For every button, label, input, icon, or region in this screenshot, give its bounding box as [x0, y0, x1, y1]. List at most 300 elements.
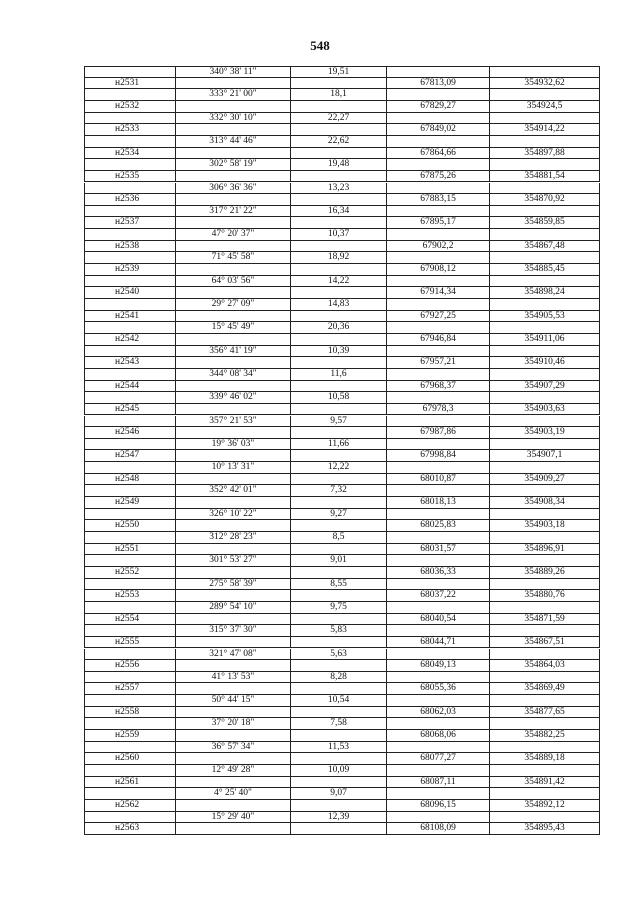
empty-cell: [176, 497, 291, 509]
point-name-cell: н2551: [84, 544, 176, 556]
point-name-cell: н2552: [84, 567, 176, 579]
x-coordinate-cell: 68087,11: [387, 777, 490, 789]
direction-angle-cell: 352° 42' 01": [176, 485, 291, 497]
y-coordinate-cell: 354882,25: [490, 730, 600, 742]
segment-length-cell: 22,27: [291, 113, 387, 125]
point-name-cell: н2556: [84, 660, 176, 672]
empty-cell: [84, 66, 176, 78]
empty-cell: [490, 369, 600, 381]
empty-cell: [291, 78, 387, 90]
empty-cell: [176, 590, 291, 602]
segment-length-cell: 8,5: [291, 532, 387, 544]
empty-cell: [176, 567, 291, 579]
segment-row: [84, 718, 600, 730]
empty-cell: [490, 672, 600, 684]
empty-cell: [176, 287, 291, 299]
x-coordinate-cell: 68077,27: [387, 753, 490, 765]
empty-cell: [291, 777, 387, 789]
direction-angle-cell: 313° 44' 46": [176, 136, 291, 148]
direction-angle-cell: 317° 21' 22": [176, 206, 291, 218]
y-coordinate-cell: 354871,59: [490, 614, 600, 626]
x-coordinate-cell: 68018,13: [387, 497, 490, 509]
empty-cell: [387, 299, 490, 311]
empty-cell: [490, 509, 600, 521]
segment-length-cell: 13,23: [291, 183, 387, 195]
empty-cell: [176, 148, 291, 160]
point-row: [84, 567, 600, 579]
empty-cell: [176, 637, 291, 649]
empty-cell: [84, 718, 176, 730]
segment-length-cell: 16,34: [291, 206, 387, 218]
empty-cell: [387, 695, 490, 707]
point-name-cell: н2555: [84, 637, 176, 649]
empty-cell: [84, 555, 176, 567]
point-row: [84, 450, 600, 462]
empty-cell: [291, 124, 387, 136]
empty-cell: [387, 532, 490, 544]
segment-length-cell: 19,48: [291, 159, 387, 171]
empty-cell: [291, 474, 387, 486]
empty-cell: [387, 392, 490, 404]
empty-cell: [291, 404, 387, 416]
empty-cell: [84, 742, 176, 754]
empty-cell: [176, 241, 291, 253]
empty-cell: [176, 520, 291, 532]
y-coordinate-cell: 354892,12: [490, 800, 600, 812]
empty-cell: [490, 229, 600, 241]
y-coordinate-cell: 354896,91: [490, 544, 600, 556]
y-coordinate-cell: 354889,26: [490, 567, 600, 579]
y-coordinate-cell: 354869,49: [490, 683, 600, 695]
empty-cell: [291, 683, 387, 695]
empty-cell: [291, 544, 387, 556]
y-coordinate-cell: 354907,29: [490, 381, 600, 393]
segment-row: [84, 66, 600, 78]
point-row: [84, 427, 600, 439]
empty-cell: [490, 416, 600, 428]
direction-angle-cell: 71° 45' 58": [176, 252, 291, 264]
direction-angle-cell: 19° 36' 03": [176, 439, 291, 451]
empty-cell: [490, 532, 600, 544]
empty-cell: [387, 416, 490, 428]
empty-cell: [84, 369, 176, 381]
y-coordinate-cell: 354907,1: [490, 450, 600, 462]
empty-cell: [176, 171, 291, 183]
empty-cell: [387, 322, 490, 334]
empty-cell: [490, 602, 600, 614]
y-coordinate-cell: 354889,18: [490, 753, 600, 765]
segment-length-cell: 10,39: [291, 346, 387, 358]
direction-angle-cell: 4° 25' 40": [176, 788, 291, 800]
empty-cell: [490, 812, 600, 824]
empty-cell: [387, 252, 490, 264]
empty-cell: [176, 730, 291, 742]
empty-cell: [84, 649, 176, 661]
point-row: [84, 660, 600, 672]
empty-cell: [84, 113, 176, 125]
empty-cell: [490, 392, 600, 404]
y-coordinate-cell: 354911,06: [490, 334, 600, 346]
direction-angle-cell: 36° 57' 34": [176, 742, 291, 754]
empty-cell: [84, 346, 176, 358]
y-coordinate-cell: 354880,76: [490, 590, 600, 602]
empty-cell: [387, 672, 490, 684]
empty-cell: [84, 672, 176, 684]
y-coordinate-cell: 354859,85: [490, 217, 600, 229]
empty-cell: [490, 66, 600, 78]
direction-angle-cell: 356° 41' 19": [176, 346, 291, 358]
segment-row: [84, 625, 600, 637]
x-coordinate-cell: 68062,03: [387, 707, 490, 719]
point-name-cell: н2545: [84, 404, 176, 416]
empty-cell: [490, 742, 600, 754]
point-name-cell: н2559: [84, 730, 176, 742]
empty-cell: [291, 241, 387, 253]
empty-cell: [176, 753, 291, 765]
empty-cell: [490, 346, 600, 358]
empty-cell: [291, 753, 387, 765]
direction-angle-cell: 340° 38' 11": [176, 66, 291, 78]
empty-cell: [84, 229, 176, 241]
empty-cell: [490, 765, 600, 777]
segment-row: [84, 113, 600, 125]
point-row: [84, 171, 600, 183]
x-coordinate-cell: 68055,36: [387, 683, 490, 695]
empty-cell: [387, 555, 490, 567]
empty-cell: [387, 113, 490, 125]
empty-cell: [176, 334, 291, 346]
direction-angle-cell: 321° 47' 08": [176, 649, 291, 661]
empty-cell: [490, 252, 600, 264]
segment-length-cell: 9,27: [291, 509, 387, 521]
direction-angle-cell: 315° 37' 30": [176, 625, 291, 637]
empty-cell: [84, 322, 176, 334]
segment-length-cell: 9,01: [291, 555, 387, 567]
x-coordinate-cell: 68036,33: [387, 567, 490, 579]
x-coordinate-cell: 67908,12: [387, 264, 490, 276]
direction-angle-cell: 50° 44' 15": [176, 695, 291, 707]
segment-row: [84, 276, 600, 288]
empty-cell: [84, 392, 176, 404]
segment-length-cell: 18,1: [291, 89, 387, 101]
y-coordinate-cell: 354897,88: [490, 148, 600, 160]
empty-cell: [387, 625, 490, 637]
segment-row: [84, 509, 600, 521]
point-row: [84, 520, 600, 532]
empty-cell: [387, 136, 490, 148]
empty-cell: [490, 183, 600, 195]
direction-angle-cell: 12° 49' 28": [176, 765, 291, 777]
empty-cell: [490, 649, 600, 661]
point-row: [84, 637, 600, 649]
point-name-cell: н2558: [84, 707, 176, 719]
empty-cell: [291, 707, 387, 719]
direction-angle-cell: 357° 21' 53": [176, 416, 291, 428]
y-coordinate-cell: 354903,19: [490, 427, 600, 439]
x-coordinate-cell: 68068,06: [387, 730, 490, 742]
y-coordinate-cell: 354903,18: [490, 520, 600, 532]
empty-cell: [84, 485, 176, 497]
segment-length-cell: 14,83: [291, 299, 387, 311]
segment-length-cell: 20,36: [291, 322, 387, 334]
y-coordinate-cell: 354885,45: [490, 264, 600, 276]
point-row: [84, 217, 600, 229]
empty-cell: [387, 602, 490, 614]
point-name-cell: н2531: [84, 78, 176, 90]
empty-cell: [84, 136, 176, 148]
segment-length-cell: 10,37: [291, 229, 387, 241]
x-coordinate-cell: 67946,84: [387, 334, 490, 346]
x-coordinate-cell: 67957,21: [387, 357, 490, 369]
empty-cell: [387, 159, 490, 171]
direction-angle-cell: 289° 54' 10": [176, 602, 291, 614]
y-coordinate-cell: 354881,54: [490, 171, 600, 183]
direction-angle-cell: 339° 46' 02": [176, 392, 291, 404]
segment-length-cell: 12,39: [291, 812, 387, 824]
segment-length-cell: 22,62: [291, 136, 387, 148]
point-row: [84, 264, 600, 276]
point-row: [84, 474, 600, 486]
segment-row: [84, 695, 600, 707]
empty-cell: [490, 695, 600, 707]
point-name-cell: н2554: [84, 614, 176, 626]
empty-cell: [490, 276, 600, 288]
segment-row: [84, 485, 600, 497]
segment-row: [84, 392, 600, 404]
segment-length-cell: 10,54: [291, 695, 387, 707]
y-coordinate-cell: 354877,65: [490, 707, 600, 719]
empty-cell: [176, 683, 291, 695]
x-coordinate-cell: 68040,54: [387, 614, 490, 626]
segment-length-cell: 11,53: [291, 742, 387, 754]
y-coordinate-cell: 354924,5: [490, 101, 600, 113]
empty-cell: [387, 718, 490, 730]
point-row: [84, 241, 600, 253]
segment-length-cell: 8,28: [291, 672, 387, 684]
y-coordinate-cell: 354867,48: [490, 241, 600, 253]
segment-length-cell: 10,58: [291, 392, 387, 404]
segment-row: [84, 322, 600, 334]
y-coordinate-cell: 354867,51: [490, 637, 600, 649]
point-name-cell: н2537: [84, 217, 176, 229]
empty-cell: [84, 206, 176, 218]
segment-row: [84, 742, 600, 754]
empty-cell: [176, 357, 291, 369]
empty-cell: [84, 462, 176, 474]
segment-row: [84, 649, 600, 661]
point-name-cell: н2562: [84, 800, 176, 812]
x-coordinate-cell: 67883,15: [387, 194, 490, 206]
empty-cell: [291, 823, 387, 835]
segment-row: [84, 672, 600, 684]
empty-cell: [84, 183, 176, 195]
point-row: [84, 148, 600, 160]
empty-cell: [291, 427, 387, 439]
empty-cell: [387, 485, 490, 497]
point-name-cell: н2557: [84, 683, 176, 695]
point-name-cell: н2543: [84, 357, 176, 369]
direction-angle-cell: 275° 58' 39": [176, 579, 291, 591]
point-row: [84, 614, 600, 626]
empty-cell: [490, 555, 600, 567]
direction-angle-cell: 301° 53' 27": [176, 555, 291, 567]
y-coordinate-cell: 354864,03: [490, 660, 600, 672]
segment-length-cell: 5,63: [291, 649, 387, 661]
direction-angle-cell: 41° 13' 53": [176, 672, 291, 684]
empty-cell: [490, 159, 600, 171]
segment-row: [84, 765, 600, 777]
empty-cell: [291, 660, 387, 672]
point-row: [84, 707, 600, 719]
page-number: 548: [310, 38, 330, 53]
point-row: [84, 124, 600, 136]
segment-length-cell: 19,51: [291, 66, 387, 78]
direction-angle-cell: 326° 10' 22": [176, 509, 291, 521]
point-row: [84, 381, 600, 393]
empty-cell: [84, 602, 176, 614]
segment-row: [84, 252, 600, 264]
x-coordinate-cell: 67864,66: [387, 148, 490, 160]
x-coordinate-cell: 67902,2: [387, 241, 490, 253]
segment-length-cell: 11,66: [291, 439, 387, 451]
empty-cell: [84, 695, 176, 707]
empty-cell: [291, 730, 387, 742]
segment-row: [84, 532, 600, 544]
empty-cell: [176, 544, 291, 556]
empty-cell: [84, 765, 176, 777]
segment-length-cell: 7,58: [291, 718, 387, 730]
segment-row: [84, 159, 600, 171]
segment-row: [84, 229, 600, 241]
y-coordinate-cell: 354903,63: [490, 404, 600, 416]
point-name-cell: н2538: [84, 241, 176, 253]
point-name-cell: н2532: [84, 101, 176, 113]
point-row: [84, 730, 600, 742]
point-name-cell: н2546: [84, 427, 176, 439]
point-name-cell: н2549: [84, 497, 176, 509]
empty-cell: [490, 788, 600, 800]
segment-row: [84, 299, 600, 311]
empty-cell: [387, 276, 490, 288]
empty-cell: [387, 183, 490, 195]
y-coordinate-cell: 354891,42: [490, 777, 600, 789]
empty-cell: [387, 509, 490, 521]
y-coordinate-cell: 354898,24: [490, 287, 600, 299]
empty-cell: [176, 101, 291, 113]
empty-cell: [291, 520, 387, 532]
point-name-cell: н2541: [84, 311, 176, 323]
direction-angle-cell: 306° 36' 36": [176, 183, 291, 195]
point-name-cell: н2547: [84, 450, 176, 462]
point-name-cell: н2536: [84, 194, 176, 206]
segment-length-cell: 9,57: [291, 416, 387, 428]
empty-cell: [176, 194, 291, 206]
point-row: [84, 357, 600, 369]
empty-cell: [176, 777, 291, 789]
y-coordinate-cell: 354908,34: [490, 497, 600, 509]
segment-row: [84, 183, 600, 195]
x-coordinate-cell: 67914,34: [387, 287, 490, 299]
empty-cell: [387, 742, 490, 754]
point-row: [84, 683, 600, 695]
point-row: [84, 590, 600, 602]
y-coordinate-cell: 354895,43: [490, 823, 600, 835]
segment-row: [84, 346, 600, 358]
empty-cell: [84, 788, 176, 800]
segment-length-cell: 7,32: [291, 485, 387, 497]
empty-cell: [490, 206, 600, 218]
empty-cell: [291, 171, 387, 183]
empty-cell: [176, 614, 291, 626]
x-coordinate-cell: 68037,22: [387, 590, 490, 602]
point-row: [84, 78, 600, 90]
empty-cell: [291, 287, 387, 299]
point-row: [84, 334, 600, 346]
direction-angle-cell: 47° 20' 37": [176, 229, 291, 241]
empty-cell: [387, 66, 490, 78]
empty-cell: [176, 450, 291, 462]
empty-cell: [176, 427, 291, 439]
point-name-cell: н2548: [84, 474, 176, 486]
segment-row: [84, 439, 600, 451]
empty-cell: [84, 439, 176, 451]
y-coordinate-cell: 354910,46: [490, 357, 600, 369]
empty-cell: [387, 369, 490, 381]
x-coordinate-cell: 67978,3: [387, 404, 490, 416]
empty-cell: [84, 89, 176, 101]
y-coordinate-cell: 354914,22: [490, 124, 600, 136]
segment-length-cell: 14,22: [291, 276, 387, 288]
segment-length-cell: 5,83: [291, 625, 387, 637]
empty-cell: [176, 124, 291, 136]
x-coordinate-cell: 68108,09: [387, 823, 490, 835]
empty-cell: [291, 357, 387, 369]
segment-row: [84, 555, 600, 567]
y-coordinate-cell: 354932,62: [490, 78, 600, 90]
empty-cell: [176, 78, 291, 90]
x-coordinate-cell: 68049,13: [387, 660, 490, 672]
empty-cell: [176, 823, 291, 835]
x-coordinate-cell: 68010,87: [387, 474, 490, 486]
segment-length-cell: 11,6: [291, 369, 387, 381]
empty-cell: [176, 311, 291, 323]
x-coordinate-cell: 68025,83: [387, 520, 490, 532]
empty-cell: [291, 450, 387, 462]
empty-cell: [176, 264, 291, 276]
point-name-cell: н2560: [84, 753, 176, 765]
segment-row: [84, 89, 600, 101]
point-row: [84, 287, 600, 299]
empty-cell: [490, 625, 600, 637]
segment-row: [84, 788, 600, 800]
empty-cell: [387, 439, 490, 451]
segment-length-cell: 10,09: [291, 765, 387, 777]
empty-cell: [84, 252, 176, 264]
empty-cell: [176, 660, 291, 672]
empty-cell: [490, 136, 600, 148]
point-name-cell: н2533: [84, 124, 176, 136]
direction-angle-cell: 15° 45' 49": [176, 322, 291, 334]
segment-row: [84, 369, 600, 381]
x-coordinate-cell: 68096,15: [387, 800, 490, 812]
x-coordinate-cell: 67875,26: [387, 171, 490, 183]
point-row: [84, 753, 600, 765]
segment-length-cell: 18,92: [291, 252, 387, 264]
segment-row: [84, 462, 600, 474]
point-row: [84, 823, 600, 835]
x-coordinate-cell: 67849,02: [387, 124, 490, 136]
empty-cell: [291, 194, 387, 206]
